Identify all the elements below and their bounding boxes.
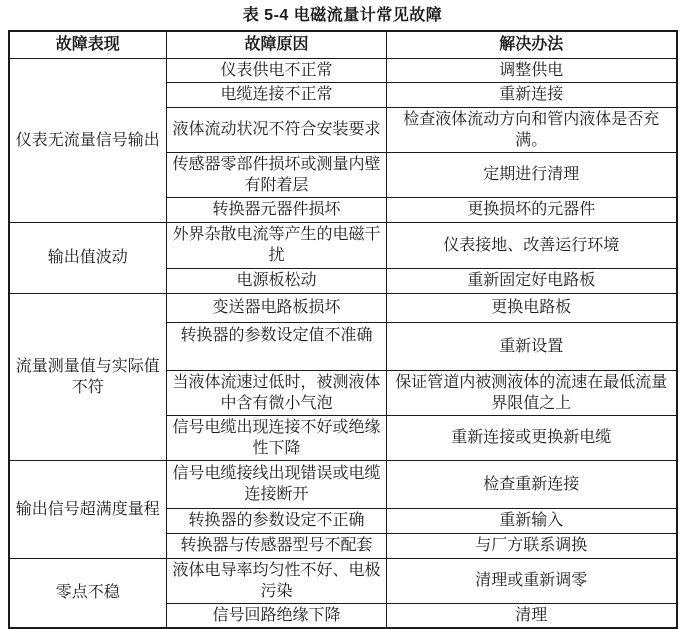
cause-cell: 仪表供电不正常	[167, 58, 387, 82]
solution-cell: 定期进行清理	[387, 152, 677, 197]
table-row	[9, 293, 677, 322]
table-row	[9, 558, 677, 603]
header-row	[9, 31, 677, 58]
table-title: 表 5-4 电磁流量计常见故障	[242, 7, 443, 24]
fault-group-cell: 输出值波动	[9, 222, 167, 293]
solution-cell: 检查重新连接	[387, 460, 677, 508]
fault-group-cell: 仪表无流量信号输出	[9, 58, 167, 222]
solution-cell: 重新连接或更换新电缆	[387, 415, 677, 460]
solution-cell: 更换损坏的元器件	[387, 197, 677, 222]
column-header-solution: 解决办法	[387, 31, 677, 58]
cause-cell: 液体流动状况不符合安装要求	[167, 107, 387, 152]
cause-cell: 电缆连接不正常	[167, 82, 387, 107]
fault-group-cell: 零点不稳	[9, 558, 167, 628]
fault-group-cell: 输出信号超满度量程	[9, 460, 167, 558]
solution-cell: 清理或重新调零	[387, 558, 677, 603]
cause-cell: 转换器的参数设定值不准确	[167, 322, 387, 370]
column-header-cause: 故障原因	[167, 31, 387, 58]
column-header-fault: 故障表现	[9, 31, 167, 58]
cause-cell: 转换器元器件损坏	[167, 197, 387, 222]
cause-cell: 当液体流速过低时，被测液体中含有微小气泡	[167, 370, 387, 415]
solution-cell: 检查液体流动方向和管内液体是否充满。	[387, 107, 677, 152]
table-row	[9, 58, 677, 82]
cause-cell: 外界杂散电流等产生的电磁干扰	[167, 222, 387, 268]
cause-cell: 转换器与传感器型号不配套	[167, 533, 387, 558]
solution-cell: 重新设置	[387, 322, 677, 370]
solution-cell: 重新固定好电路板	[387, 268, 677, 293]
cause-cell: 转换器的参数设定不正确	[167, 508, 387, 533]
solution-cell: 调整供电	[387, 58, 677, 82]
solution-cell: 更换电路板	[387, 293, 677, 322]
solution-cell: 仪表接地、改善运行环境	[387, 222, 677, 268]
solution-cell: 保证管道内被测液体的流速在最低流量界限值之上	[387, 370, 677, 415]
fault-group-cell: 流量测量值与实际值不符	[9, 293, 167, 460]
solution-cell: 重新连接	[387, 82, 677, 107]
cause-cell: 传感器零部件损坏或测量内壁有附着层	[167, 152, 387, 197]
solution-cell: 与厂方联系调换	[387, 533, 677, 558]
cause-cell: 信号回路绝缘下降	[167, 603, 387, 628]
table-row	[9, 460, 677, 508]
cause-cell: 电源板松动	[167, 268, 387, 293]
cause-cell: 信号电缆出现连接不好或绝缘性下降	[167, 415, 387, 460]
solution-cell: 重新输入	[387, 508, 677, 533]
cause-cell: 信号电缆接线出现错误或电缆连接断开	[167, 460, 387, 508]
fault-table	[8, 30, 678, 629]
cause-cell: 液体电导率均匀性不好、电极污染	[167, 558, 387, 603]
table-row	[9, 222, 677, 268]
cause-cell: 变送器电路板损坏	[167, 293, 387, 322]
solution-cell: 清理	[387, 603, 677, 628]
